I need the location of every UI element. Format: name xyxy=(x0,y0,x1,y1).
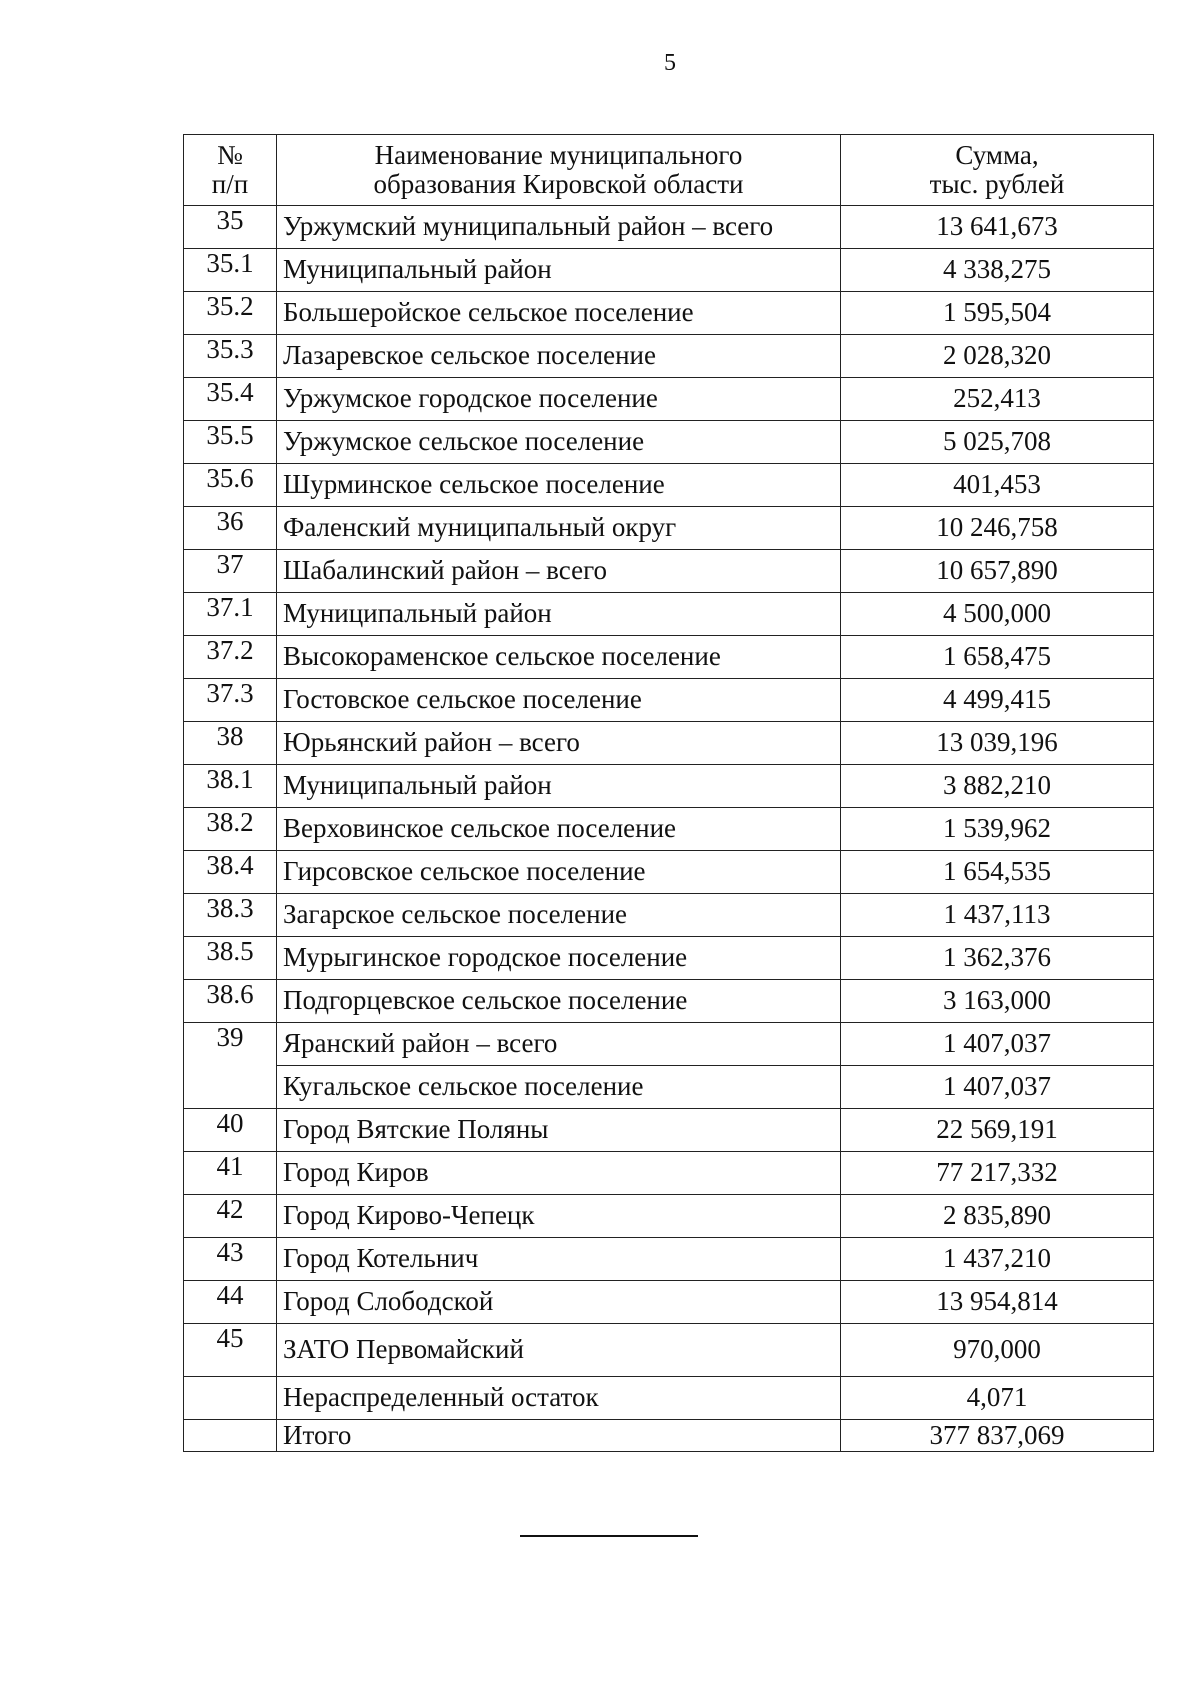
table-row xyxy=(184,1023,1154,1066)
row-municipality-name: Верховинское сельское поселение xyxy=(277,808,841,851)
row-amount: 377 837,069 xyxy=(841,1420,1154,1452)
table-row xyxy=(184,937,1154,980)
row-municipality-name: Гирсовское сельское поселение xyxy=(277,851,841,894)
row-municipality-name: Лазаревское сельское поселение xyxy=(277,335,841,378)
row-amount: 1 658,475 xyxy=(841,636,1154,679)
table-row xyxy=(184,894,1154,937)
row-municipality-name: Яранский район – всего xyxy=(277,1023,841,1066)
page-number: 5 xyxy=(664,50,676,76)
table-row xyxy=(184,1066,1154,1109)
row-number: 38.2 xyxy=(184,808,277,851)
row-municipality-name: Большеройское сельское поселение xyxy=(277,292,841,335)
row-amount: 1 437,210 xyxy=(841,1238,1154,1281)
row-number: 35.2 xyxy=(184,292,277,335)
row-amount: 13 039,196 xyxy=(841,722,1154,765)
row-municipality-name: Гостовское сельское поселение xyxy=(277,679,841,722)
table-row xyxy=(184,722,1154,765)
table-row xyxy=(184,851,1154,894)
table-row xyxy=(184,421,1154,464)
row-municipality-name: Город Слободской xyxy=(277,1281,841,1324)
row-amount: 2 835,890 xyxy=(841,1195,1154,1238)
row-municipality-name: Уржумское сельское поселение xyxy=(277,421,841,464)
row-amount: 22 569,191 xyxy=(841,1109,1154,1152)
row-municipality-name: ЗАТО Первомайский xyxy=(277,1324,841,1377)
row-number: 38.6 xyxy=(184,980,277,1023)
row-amount: 4 338,275 xyxy=(841,249,1154,292)
table-row xyxy=(184,636,1154,679)
table-row xyxy=(184,507,1154,550)
row-municipality-name: Кугальское сельское поселение xyxy=(277,1066,841,1109)
row-municipality-name: Муниципальный район xyxy=(277,249,841,292)
row-number: 39 xyxy=(184,1023,277,1109)
row-municipality-name: Город Котельнич xyxy=(277,1238,841,1281)
row-amount: 1 539,962 xyxy=(841,808,1154,851)
table-row xyxy=(184,1281,1154,1324)
header-number: № п/п xyxy=(184,135,277,206)
table-row xyxy=(184,335,1154,378)
row-number: 35.1 xyxy=(184,249,277,292)
row-number: 35.4 xyxy=(184,378,277,421)
table-row xyxy=(184,1324,1154,1377)
row-number: 38.5 xyxy=(184,937,277,980)
table-row xyxy=(184,1238,1154,1281)
allocation-table xyxy=(183,134,1154,1452)
row-municipality-name: Юрьянский район – всего xyxy=(277,722,841,765)
row-number: 37 xyxy=(184,550,277,593)
row-number: 41 xyxy=(184,1152,277,1195)
header-municipality: Наименование муниципального образования Кировской области xyxy=(277,135,841,206)
row-number: 35.3 xyxy=(184,335,277,378)
row-amount: 970,000 xyxy=(841,1324,1154,1377)
row-municipality-name: Шурминское сельское поселение xyxy=(277,464,841,507)
row-number: 38.4 xyxy=(184,851,277,894)
row-amount: 3 163,000 xyxy=(841,980,1154,1023)
row-amount: 1 595,504 xyxy=(841,292,1154,335)
row-number: 37.3 xyxy=(184,679,277,722)
row-municipality-name: Город Киров xyxy=(277,1152,841,1195)
row-amount: 4 499,415 xyxy=(841,679,1154,722)
row-municipality-name: Итого xyxy=(277,1420,841,1452)
row-amount: 13 954,814 xyxy=(841,1281,1154,1324)
row-municipality-name: Высокораменское сельское поселение xyxy=(277,636,841,679)
row-amount: 10 657,890 xyxy=(841,550,1154,593)
row-municipality-name: Город Кирово-Чепецк xyxy=(277,1195,841,1238)
table-row xyxy=(184,808,1154,851)
row-municipality-name: Город Вятские Поляны xyxy=(277,1109,841,1152)
row-amount: 4,071 xyxy=(841,1377,1154,1420)
row-number: 35.5 xyxy=(184,421,277,464)
row-amount: 401,453 xyxy=(841,464,1154,507)
row-number: 44 xyxy=(184,1281,277,1324)
row-amount: 13 641,673 xyxy=(841,206,1154,249)
row-municipality-name: Уржумское городское поселение xyxy=(277,378,841,421)
row-number: 37.1 xyxy=(184,593,277,636)
row-municipality-name: Муниципальный район xyxy=(277,593,841,636)
table-row xyxy=(184,679,1154,722)
row-number: 38.1 xyxy=(184,765,277,808)
table-row xyxy=(184,1420,1154,1452)
row-amount: 5 025,708 xyxy=(841,421,1154,464)
row-number: 35.6 xyxy=(184,464,277,507)
row-amount: 1 407,037 xyxy=(841,1066,1154,1109)
row-amount: 77 217,332 xyxy=(841,1152,1154,1195)
row-municipality-name: Муниципальный район xyxy=(277,765,841,808)
row-amount: 1 437,113 xyxy=(841,894,1154,937)
row-amount: 1 407,037 xyxy=(841,1023,1154,1066)
table-header-row xyxy=(184,135,1154,206)
table-row xyxy=(184,378,1154,421)
row-municipality-name: Загарское сельское поселение xyxy=(277,894,841,937)
row-municipality-name: Уржумский муниципальный район – всего xyxy=(277,206,841,249)
table-row xyxy=(184,292,1154,335)
row-number: 45 xyxy=(184,1324,277,1377)
row-amount: 2 028,320 xyxy=(841,335,1154,378)
row-number: 38.3 xyxy=(184,894,277,937)
row-municipality-name: Фаленский муниципальный округ xyxy=(277,507,841,550)
table-row xyxy=(184,550,1154,593)
table-row xyxy=(184,1195,1154,1238)
row-municipality-name: Подгорцевское сельское поселение xyxy=(277,980,841,1023)
closing-rule xyxy=(520,1535,698,1537)
table-row xyxy=(184,1377,1154,1420)
table-row xyxy=(184,593,1154,636)
row-amount: 252,413 xyxy=(841,378,1154,421)
row-number: 36 xyxy=(184,507,277,550)
table-row xyxy=(184,1152,1154,1195)
row-municipality-name: Мурыгинское городское поселение xyxy=(277,937,841,980)
row-amount: 4 500,000 xyxy=(841,593,1154,636)
table-row xyxy=(184,249,1154,292)
table-row xyxy=(184,206,1154,249)
header-amount: Сумма, тыс. рублей xyxy=(841,135,1154,206)
table-row xyxy=(184,1109,1154,1152)
table-row xyxy=(184,980,1154,1023)
row-number xyxy=(184,1377,277,1420)
row-municipality-name: Нераспределенный остаток xyxy=(277,1377,841,1420)
row-amount: 1 654,535 xyxy=(841,851,1154,894)
table-row xyxy=(184,765,1154,808)
row-number: 38 xyxy=(184,722,277,765)
row-number: 40 xyxy=(184,1109,277,1152)
row-number: 42 xyxy=(184,1195,277,1238)
row-number: 35 xyxy=(184,206,277,249)
row-number: 43 xyxy=(184,1238,277,1281)
table-row xyxy=(184,464,1154,507)
row-number: 37.2 xyxy=(184,636,277,679)
row-amount: 1 362,376 xyxy=(841,937,1154,980)
row-municipality-name: Шабалинский район – всего xyxy=(277,550,841,593)
row-amount: 3 882,210 xyxy=(841,765,1154,808)
row-number xyxy=(184,1420,277,1452)
row-amount: 10 246,758 xyxy=(841,507,1154,550)
